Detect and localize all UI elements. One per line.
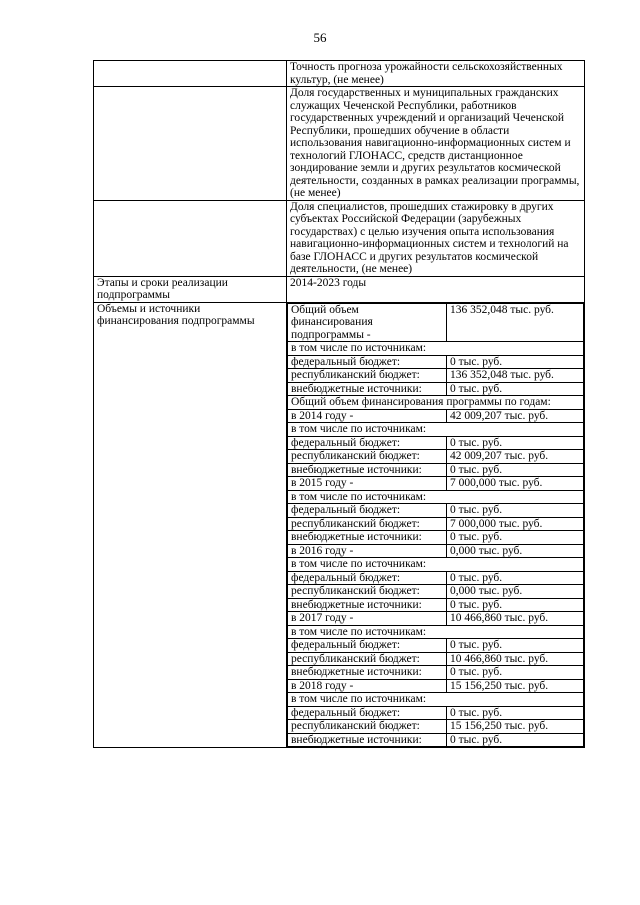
source-row — [288, 531, 584, 545]
source-row — [288, 463, 584, 477]
indicator-cell: Точность прогноза урожайности сельскохозяйственных культур, (не менее) — [287, 61, 585, 87]
year-label: в 2015 году - — [288, 477, 447, 491]
passport-table — [93, 60, 585, 748]
source-value: 0 тыс. руб. — [447, 463, 584, 477]
year-label: в 2017 году - — [288, 612, 447, 626]
source-row — [288, 598, 584, 612]
source-value: 0 тыс. руб. — [447, 531, 584, 545]
indicator-row — [94, 200, 585, 276]
source-value: 0 тыс. руб. — [447, 706, 584, 720]
source-row — [288, 450, 584, 464]
source-label: внебюджетные источники: — [288, 463, 447, 477]
source-label: внебюджетные источники: — [288, 733, 447, 747]
source-value: 15 156,250 тыс. руб. — [447, 720, 584, 734]
indicator-cell: Доля специалистов, прошедших стажировку в других субъектах Российской Федерации (зарубежных государствах) с целью изучения опыта использования навигационно-информационных систем и технологий на базе ГЛОНАСС и других результатов космической деятельности, (не менее) — [287, 200, 585, 276]
year-row — [288, 612, 584, 626]
source-label: республиканский бюджет: — [288, 720, 447, 734]
by-sources-label: в том числе по источникам: — [288, 342, 584, 356]
source-row — [288, 720, 584, 734]
year-value: 42 009,207 тыс. руб. — [447, 409, 584, 423]
year-row — [288, 409, 584, 423]
source-label: республиканский бюджет: — [288, 369, 447, 383]
source-value: 0 тыс. руб. — [447, 436, 584, 450]
source-value: 0 тыс. руб. — [447, 355, 584, 369]
source-label: республиканский бюджет: — [288, 450, 447, 464]
source-row — [288, 369, 584, 383]
source-row — [288, 585, 584, 599]
financing-total-label: Общий объем финансирования подпрограммы - — [288, 303, 447, 342]
source-value: 0 тыс. руб. — [447, 504, 584, 518]
source-value: 0 тыс. руб. — [447, 382, 584, 396]
by-years-header: Общий объем финансирования программы по годам: — [288, 396, 584, 410]
by-sources-row — [288, 693, 584, 707]
source-label: федеральный бюджет: — [288, 504, 447, 518]
year-value: 0,000 тыс. руб. — [447, 544, 584, 558]
source-row — [288, 733, 584, 747]
year-label: в 2014 году - — [288, 409, 447, 423]
source-label: республиканский бюджет: — [288, 652, 447, 666]
by-sources-row — [288, 490, 584, 504]
source-label: федеральный бюджет: — [288, 639, 447, 653]
source-label: федеральный бюджет: — [288, 571, 447, 585]
by-sources-row — [288, 342, 584, 356]
indicator-row — [94, 61, 585, 87]
by-sources-label: в том числе по источникам: — [288, 490, 584, 504]
source-row — [288, 382, 584, 396]
financing-total-value: 136 352,048 тыс. руб. — [447, 303, 584, 342]
source-row — [288, 517, 584, 531]
page-number: 56 — [313, 30, 327, 45]
source-label: внебюджетные источники: — [288, 598, 447, 612]
source-value: 0 тыс. руб. — [447, 639, 584, 653]
by-sources-row — [288, 625, 584, 639]
year-value: 10 466,860 тыс. руб. — [447, 612, 584, 626]
source-label: федеральный бюджет: — [288, 706, 447, 720]
financing-row — [94, 302, 585, 748]
source-label: внебюджетные источники: — [288, 666, 447, 680]
by-sources-label: в том числе по источникам: — [288, 423, 584, 437]
year-row — [288, 544, 584, 558]
by-years-row — [288, 396, 584, 410]
source-value: 136 352,048 тыс. руб. — [447, 369, 584, 383]
source-row — [288, 639, 584, 653]
source-row — [288, 571, 584, 585]
source-value: 0 тыс. руб. — [447, 571, 584, 585]
source-label: внебюджетные источники: — [288, 382, 447, 396]
source-value: 0 тыс. руб. — [447, 733, 584, 747]
year-row — [288, 679, 584, 693]
year-row — [288, 477, 584, 491]
financing-label: Объемы и источники финансирования подпрограммы — [94, 302, 287, 748]
year-label: в 2016 году - — [288, 544, 447, 558]
by-sources-label: в том числе по источникам: — [288, 558, 584, 572]
source-label: федеральный бюджет: — [288, 436, 447, 450]
source-label: республиканский бюджет: — [288, 585, 447, 599]
source-row — [288, 706, 584, 720]
empty-label-cell — [94, 61, 287, 87]
year-label: в 2018 году - — [288, 679, 447, 693]
empty-label-cell — [94, 200, 287, 276]
by-sources-label: в том числе по источникам: — [288, 625, 584, 639]
source-label: федеральный бюджет: — [288, 355, 447, 369]
source-row — [288, 436, 584, 450]
source-value: 10 466,860 тыс. руб. — [447, 652, 584, 666]
source-row — [288, 504, 584, 518]
source-value: 7 000,000 тыс. руб. — [447, 517, 584, 531]
year-value: 7 000,000 тыс. руб. — [447, 477, 584, 491]
stages-row — [94, 276, 585, 302]
financing-cell — [287, 302, 585, 748]
source-label: внебюджетные источники: — [288, 531, 447, 545]
by-sources-row — [288, 423, 584, 437]
financing-total-row — [288, 303, 584, 342]
source-value: 0,000 тыс. руб. — [447, 585, 584, 599]
source-value: 0 тыс. руб. — [447, 598, 584, 612]
empty-label-cell — [94, 87, 287, 201]
source-value: 0 тыс. руб. — [447, 666, 584, 680]
stages-label: Этапы и сроки реализации подпрограммы — [94, 276, 287, 302]
source-label: республиканский бюджет: — [288, 517, 447, 531]
by-sources-row — [288, 558, 584, 572]
source-row — [288, 652, 584, 666]
year-value: 15 156,250 тыс. руб. — [447, 679, 584, 693]
financing-table — [287, 303, 584, 748]
indicator-row — [94, 87, 585, 201]
indicator-cell: Доля государственных и муниципальных гражданских служащих Чеченской Республики, работников государственных учреждений и организаций Чеченской Республики, прошедших обучение в области использования навигационно-информационных систем и технологий ГЛОНАСС, средств дистанционное зондирование земли и других результатов космической деятельности, созданных в рамках реализации программы, (не менее) — [287, 87, 585, 201]
source-value: 42 009,207 тыс. руб. — [447, 450, 584, 464]
source-row — [288, 355, 584, 369]
stages-value: 2014-2023 годы — [287, 276, 585, 302]
by-sources-label: в том числе по источникам: — [288, 693, 584, 707]
source-row — [288, 666, 584, 680]
